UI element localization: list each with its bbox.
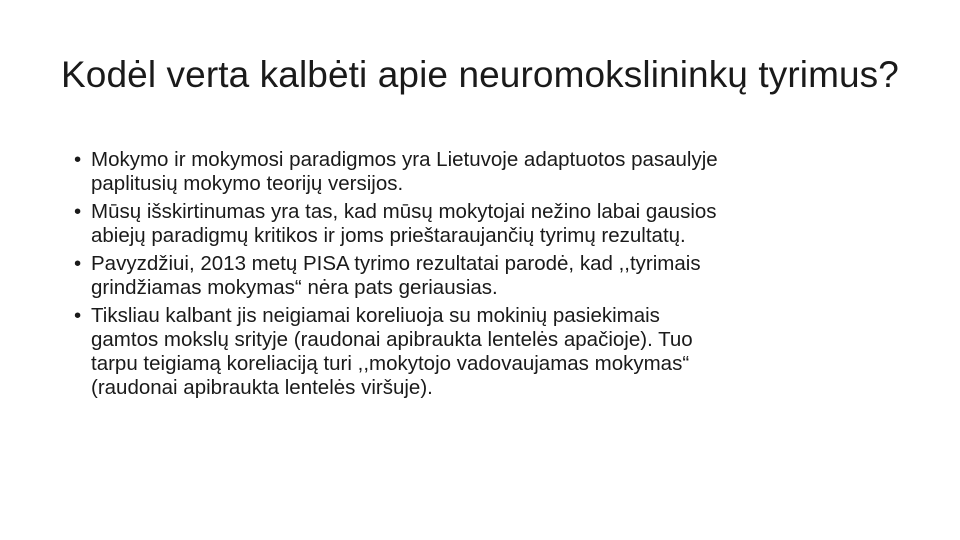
bullet-list — [74, 148, 914, 404]
bullet-text-line: gamtos mokslų srityje (raudonai apibraukta lentelės apačioje). Tuo — [91, 328, 693, 351]
bullet-text-line: Pavyzdžiui, 2013 metų PISA tyrimo rezultatai parodė, kad ,,tyrimais — [91, 252, 701, 275]
bullet-text-line: tarpu teigiamą koreliaciją turi ,,mokytojo vadovaujamas mokymas“ — [91, 352, 690, 375]
bullet-marker: • — [74, 200, 82, 223]
bullet-item — [74, 252, 914, 300]
bullet-text-line: Mūsų išskirtinumas yra tas, kad mūsų mokytojai nežino labai gausios — [91, 200, 717, 223]
bullet-text-line: grindžiamas mokymas“ nėra pats geriausias. — [91, 276, 498, 299]
bullet-text-line: abiejų paradigmų kritikos ir joms prieštaraujančių tyrimų rezultatų. — [91, 224, 686, 247]
bullet-text-line: paplitusių mokymo teorijų versijos. — [91, 172, 404, 195]
bullet-text-line: (raudonai apibraukta lentelės viršuje). — [91, 376, 433, 399]
bullet-item — [74, 200, 914, 248]
bullet-item — [74, 304, 914, 400]
bullet-marker: • — [74, 252, 82, 275]
slide-title: Kodėl verta kalbėti apie neuromokslininkų tyrimus? — [61, 54, 899, 95]
bullet-marker: • — [74, 148, 82, 171]
bullet-item — [74, 148, 914, 196]
bullet-marker: • — [74, 304, 82, 327]
bullet-text-line: Mokymo ir mokymosi paradigmos yra Lietuvoje adaptuotos pasaulyje — [91, 148, 718, 171]
bullet-text-line: Tiksliau kalbant jis neigiamai koreliuoja su mokinių pasiekimais — [91, 304, 660, 327]
